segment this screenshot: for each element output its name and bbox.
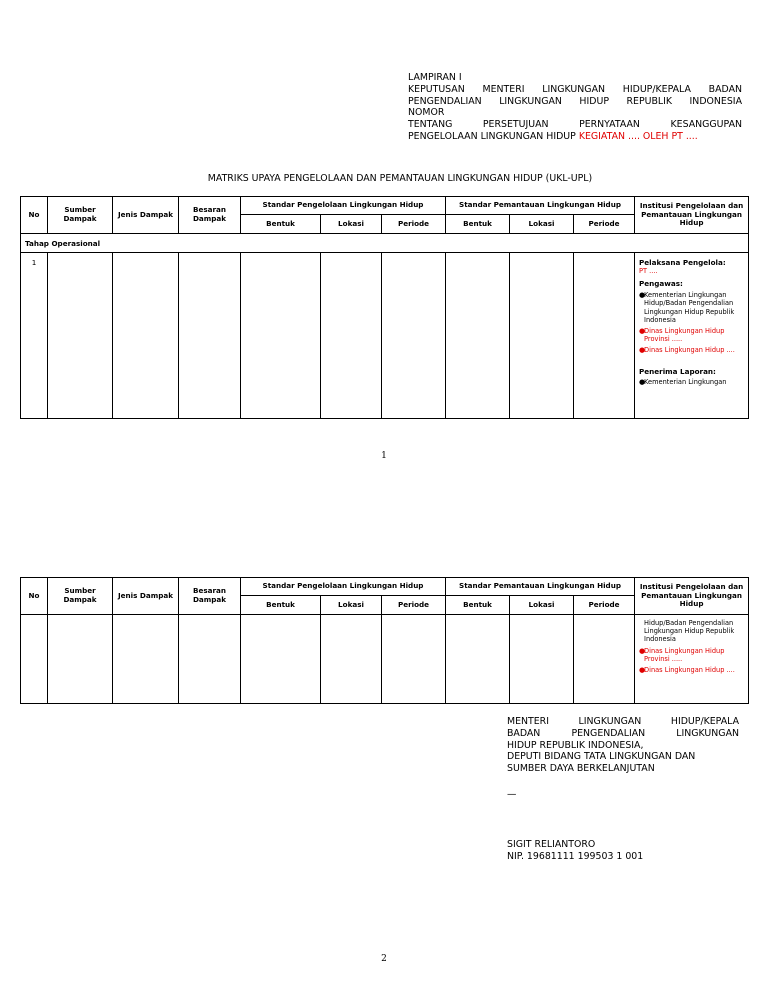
th-jenis-dampak: Jenis Dampak [113, 197, 179, 234]
row-1-lokasi-1 [321, 253, 382, 419]
penerima-label: Penerima Laporan: [639, 366, 716, 376]
th-periode-2: Periode [574, 596, 635, 615]
header-line-6a: PENGELOLAAN LINGKUNGAN HIDUP [408, 130, 579, 142]
cont-text: Hidup/Badan Pengendalian Lingkungan Hidup Republik Indonesia [644, 619, 735, 644]
section-label: Tahap Operasional [21, 234, 749, 253]
bullet-icon: ● [639, 291, 646, 300]
signature-line-2: BADAN PENGENDALIAN LINGKUNGAN [507, 727, 739, 739]
row-1-institusi [635, 253, 749, 419]
row-1-periode-1 [382, 253, 446, 419]
pengawas-item-1: ● Kementerian Lingkungan Hidup/Badan Pengendalian Lingkungan Hidup Republik Indonesia [639, 291, 735, 324]
th-sumber-dampak: Sumber Dampak [48, 197, 113, 234]
th-bentuk-2: Bentuk [446, 596, 510, 615]
row-1-sumber [48, 253, 113, 419]
header-line-2: KEPUTUSAN MENTERI LINGKUNGAN HIDUP/KEPALA BADAN [408, 83, 742, 95]
signature-line-5: SUMBER DAYA BERKELANJUTAN [507, 763, 655, 775]
cont-sumber [48, 615, 113, 704]
signature-line-4: DEPUTI BIDANG TATA LINGKUNGAN DAN [507, 751, 696, 763]
th-bentuk-2: Bentuk [446, 215, 510, 234]
th-lokasi-2: Lokasi [510, 596, 574, 615]
row-1-besaran [179, 253, 241, 419]
bullet-icon: ● [639, 346, 646, 355]
bullet-icon: ● [639, 646, 646, 655]
bullet-icon: ● [639, 377, 646, 386]
matrix-table-page-1 [20, 196, 749, 419]
signature-dash: — [507, 788, 517, 800]
th-lokasi-1: Lokasi [321, 596, 382, 615]
bullet-icon: ● [639, 327, 646, 336]
th-besaran-dampak: Besaran Dampak [179, 197, 241, 234]
th-standar-pengelolaan: Standar Pengelolaan Lingkungan Hidup [241, 578, 446, 596]
th-besaran-dampak: Besaran Dampak [179, 578, 241, 615]
pengawas-item-3: ● Dinas Lingkungan Hidup .... [639, 346, 735, 355]
header-line-1: LAMPIRAN I [408, 72, 462, 83]
row-1-bentuk-2 [446, 253, 510, 419]
row-1-bentuk-1 [241, 253, 321, 419]
cont-item-1: ● Dinas Lingkungan Hidup Provinsi ..... [639, 646, 725, 663]
header-line-3: PENGENDALIAN LINGKUNGAN HIDUP REPUBLIK INDONESIA [408, 95, 742, 107]
page-number-1: 1 [381, 451, 387, 461]
th-jenis-dampak: Jenis Dampak [113, 578, 179, 615]
matrix-table-page-2 [20, 577, 749, 704]
cont-periode-1 [382, 615, 446, 704]
cont-bentuk-2 [446, 615, 510, 704]
th-bentuk-1: Bentuk [241, 215, 321, 234]
header-line-6b: KEGIATAN .... OLEH PT .... [578, 130, 698, 142]
row-1-no: 1 [21, 253, 48, 419]
signature-block [507, 716, 739, 862]
header-line-4: NOMOR [408, 107, 445, 119]
th-standar-pemantauan: Standar Pemantauan Lingkungan Hidup [446, 578, 635, 596]
page-number-2: 2 [381, 954, 387, 964]
row-1-lokasi-2 [510, 253, 574, 419]
signature-line-3: HIDUP REPUBLIK INDONESIA, [507, 739, 644, 751]
th-periode-1: Periode [382, 596, 446, 615]
signature-line-1: MENTERI LINGKUNGAN HIDUP/KEPALA [507, 716, 739, 727]
signatory-nip: NIP. 19681111 199503 1 001 [507, 850, 644, 862]
th-standar-pengelolaan: Standar Pengelolaan Lingkungan Hidup [241, 197, 446, 215]
th-no: No [21, 197, 48, 234]
th-lokasi-2: Lokasi [510, 215, 574, 234]
th-no: No [21, 578, 48, 615]
pelaksana-value: PT .... [639, 267, 658, 275]
th-sumber-dampak: Sumber Dampak [48, 578, 113, 615]
row-1-periode-2 [574, 253, 635, 419]
document-header [408, 72, 742, 143]
penerima-item: ● Kementerian Lingkungan [639, 377, 727, 386]
th-lokasi-1: Lokasi [321, 215, 382, 234]
cont-item-2: ● Dinas Lingkungan Hidup .... [639, 666, 735, 675]
th-institusi: Institusi Pengelolaan dan Pemantauan Lingkungan Hidup [635, 578, 749, 615]
cont-jenis [113, 615, 179, 704]
th-periode-2: Periode [574, 215, 635, 234]
header-line-6 [408, 131, 742, 143]
cont-bentuk-1 [241, 615, 321, 704]
cont-institusi [635, 615, 749, 704]
header-line-5: TENTANG PERSETUJUAN PERNYATAAN KESANGGUPAN [408, 119, 742, 131]
cont-no [21, 615, 48, 704]
row-1-jenis [113, 253, 179, 419]
th-standar-pemantauan: Standar Pemantauan Lingkungan Hidup [446, 197, 635, 215]
cont-lokasi-2 [510, 615, 574, 704]
bullet-icon: ● [639, 666, 646, 675]
th-institusi: Institusi Pengelolaan dan Pemantauan Lingkungan Hidup [635, 197, 749, 234]
cont-lokasi-1 [321, 615, 382, 704]
cont-periode-2 [574, 615, 635, 704]
th-bentuk-1: Bentuk [241, 596, 321, 615]
cont-besaran [179, 615, 241, 704]
th-periode-1: Periode [382, 215, 446, 234]
document-title: MATRIKS UPAYA PENGELOLAAN DAN PEMANTAUAN LINGKUNGAN HIDUP (UKL-UPL) [207, 173, 593, 184]
signatory-name: SIGIT RELIANTORO [507, 838, 596, 850]
pengawas-item-2: ● Dinas Lingkungan Hidup Provinsi ..... [639, 327, 725, 344]
pengawas-label: Pengawas: [639, 279, 683, 289]
pelaksana-label: Pelaksana Pengelola: [639, 258, 726, 267]
